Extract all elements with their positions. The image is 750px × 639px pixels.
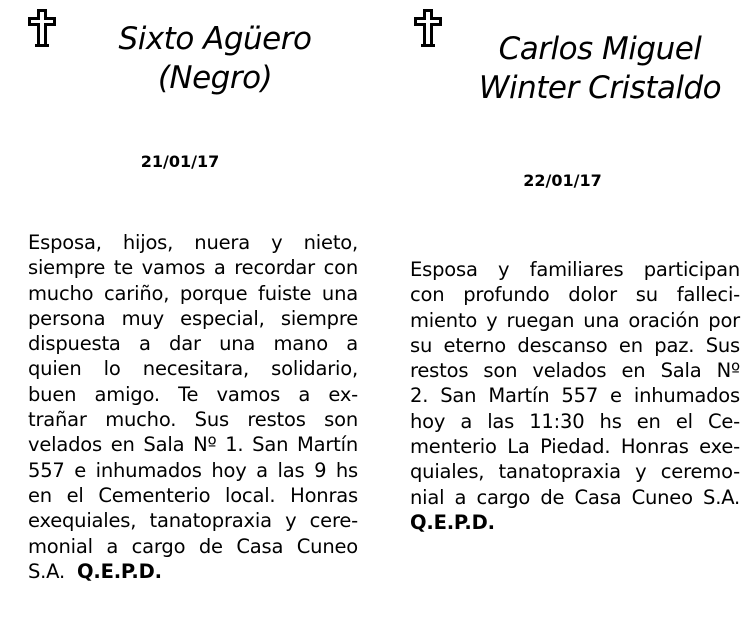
body-line: 2. San Martín 557 e inhumados <box>410 384 740 408</box>
body-line: dispuesta a dar una mano a <box>28 332 358 356</box>
body-line-text: S.A. <box>28 559 65 583</box>
cross-icon <box>412 8 444 48</box>
notice-date: 22/01/17 <box>523 171 602 190</box>
obituary-notice-right <box>400 0 750 639</box>
deceased-name-line: Sixto Agüero <box>118 21 312 57</box>
body-line: miento y ruegan una oración por <box>410 308 740 332</box>
deceased-name-line: Winter Cristaldo <box>478 70 722 106</box>
deceased-name <box>95 20 335 98</box>
body-line: exequiales, tanatopraxia y cere- <box>28 509 358 533</box>
body-line: quien lo necesitara, solidario, <box>28 357 358 381</box>
body-line: quiales, tanatopraxia y ceremo- <box>410 460 740 484</box>
notice-body <box>410 257 740 535</box>
body-line: monial a cargo de Casa Cuneo <box>28 534 358 558</box>
body-line: siempre te vamos a recordar con <box>28 256 358 280</box>
cross-icon <box>26 8 58 48</box>
body-line: restos son velados en Sala Nº <box>410 359 740 383</box>
body-line: Esposa, hijos, nuera y nieto, <box>28 231 358 254</box>
body-line: menterio La Piedad. Honras exe- <box>410 435 740 459</box>
body-line: trañar mucho. Sus restos son <box>28 408 358 432</box>
body-line: Esposa y familiares participan <box>410 258 740 281</box>
body-line: persona muy especial, siempre <box>28 306 358 330</box>
deceased-name-line: Carlos Miguel <box>498 31 702 67</box>
notice-date: 21/01/17 <box>140 152 220 171</box>
body-line: mucho cariño, porque fuiste una <box>28 281 358 305</box>
deceased-name <box>460 30 740 108</box>
body-line: hoy a las 11:30 hs en el Ce- <box>410 409 740 433</box>
body-line: nial a cargo de Casa Cuneo S.A. <box>410 485 740 509</box>
qepd-closing: Q.E.P.D. <box>410 510 495 534</box>
body-line: en el Cementerio local. Honras <box>28 483 358 507</box>
body-line-final <box>28 559 358 584</box>
body-line: buen amigo. Te vamos a ex- <box>28 382 358 406</box>
body-line: con profundo dolor su falleci- <box>410 283 740 307</box>
body-line: su eterno descanso en paz. Sus <box>410 333 740 357</box>
notice-body <box>28 230 358 584</box>
qepd-closing: Q.E.P.D. <box>76 559 162 583</box>
body-line: velados en Sala Nº 1. San Martín <box>28 433 358 457</box>
body-line-final <box>410 510 740 535</box>
deceased-name-line: (Negro) <box>157 60 273 96</box>
body-line: 557 e inhumados hoy a las 9 hs <box>28 458 358 482</box>
